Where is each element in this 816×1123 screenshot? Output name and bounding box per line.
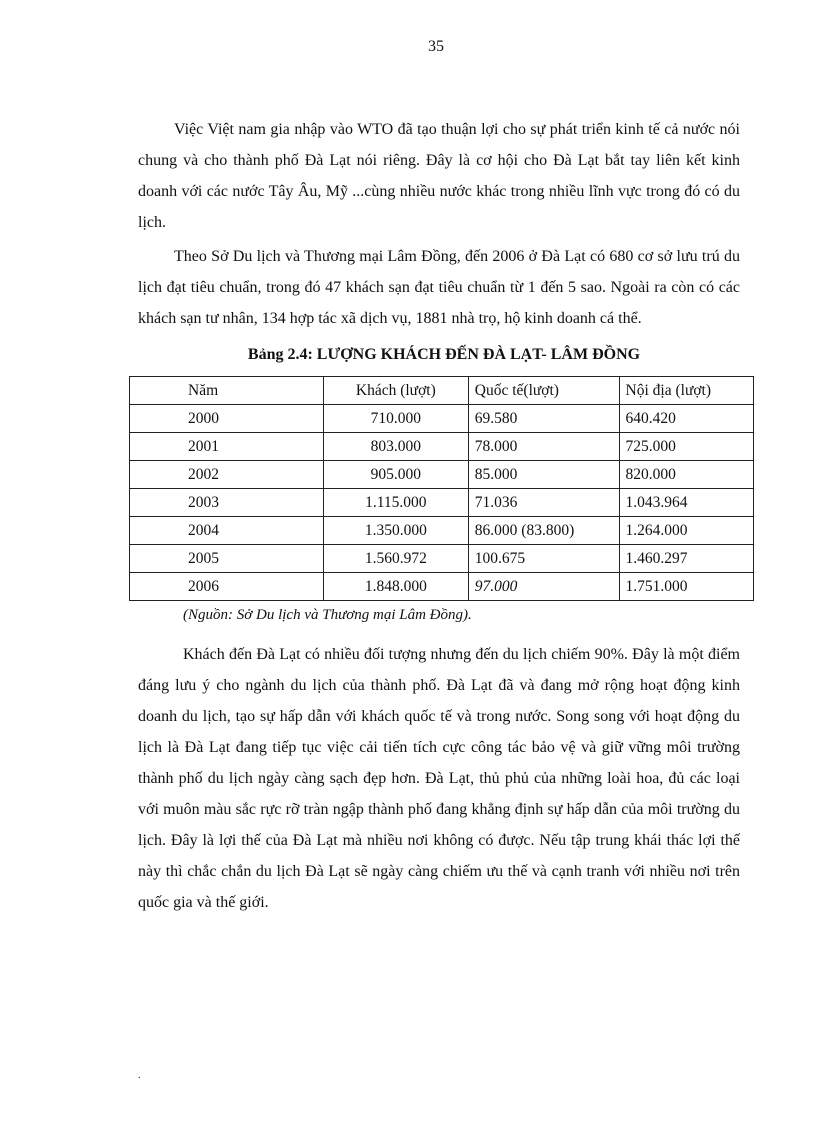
cell-domestic: 1.751.000 xyxy=(619,573,753,601)
paragraph-accommodation: Theo Sở Du lịch và Thương mại Lâm Đồng, đến 2006 ở Đà Lạt có 680 cơ sở lưu trú du lịch đạt tiêu chuẩn, trong đó 47 khách sạn đạt tiêu chuẩn từ 1 đến 5 sao. Ngoài ra còn có các khách sạn tư nhân, 134 hợp tác xã dịch vụ, 1881 nhà trọ, hộ kinh doanh cá thể. xyxy=(138,248,740,327)
header-total: Khách (lượt) xyxy=(323,377,468,405)
cell-domestic: 1.460.297 xyxy=(619,545,753,573)
cell-international-italic: 97.000 xyxy=(474,577,518,595)
cell-total: 1.848.000 xyxy=(323,573,468,601)
table-header-row xyxy=(130,377,754,405)
cell-year: 2001 xyxy=(130,433,324,461)
cell-domestic: 1.043.964 xyxy=(619,489,753,517)
cell-year: 2002 xyxy=(130,461,324,489)
cell-total: 905.000 xyxy=(323,461,468,489)
cell-international: 85.000 xyxy=(468,461,619,489)
cell-international: 69.580 xyxy=(468,405,619,433)
paragraph-visitors: Khách đến Đà Lạt có nhiều đối tượng nhưng đến du lịch chiếm 90%. Đây là một điểm đáng lưu ý cho ngành du lịch của thành phố. Đà Lạt đã và đang mở rộng hoạt động kinh doanh du lịch, tạo sự hấp dẫn với khách quốc tế và trong nước. Song song với hoạt động du lịch là Đà Lạt đang tiếp tục việc cải tiến tích cực công tác bảo vệ và giữ vững môi trường thành phố du lịch ngày càng sạch đẹp hơn. Đà Lạt, thủ phủ của những loài hoa, đủ các loại với muôn màu sắc rực rỡ tràn ngập thành phố đang khẳng định sự hấp dẫn của môi trường du lịch. Đây là lợi thế của Đà Lạt mà nhiều nơi không có được. Nếu tập trung khái thác lợi thế này thì chắc chắn du lịch Đà Lạt sẽ ngày càng chiếm ưu thế và cạnh tranh với nhiều nơi trên quốc gia và thế giới. xyxy=(138,646,740,911)
table-caption: Bảng 2.4: LƯỢNG KHÁCH ĐẾN ĐÀ LẠT- LÂM ĐỒNG xyxy=(247,346,641,363)
cell-year: 2003 xyxy=(130,489,324,517)
cell-international: 86.000 (83.800) xyxy=(468,517,619,545)
cell-domestic: 725.000 xyxy=(619,433,753,461)
page-number: 35 xyxy=(428,38,444,55)
visitor-table xyxy=(129,376,754,601)
page-body xyxy=(138,114,740,918)
cell-year: 2005 xyxy=(130,545,324,573)
table-row xyxy=(130,545,754,573)
cell-domestic: 1.264.000 xyxy=(619,517,753,545)
header-year: Năm xyxy=(130,377,324,405)
table-row xyxy=(130,433,754,461)
cell-total: 1.115.000 xyxy=(323,489,468,517)
cell-total: 1.560.972 xyxy=(323,545,468,573)
cell-international: 71.036 xyxy=(468,489,619,517)
paragraph-wto: Việc Việt nam gia nhập vào WTO đã tạo thuận lợi cho sự phát triển kinh tế cả nước nói chung và cho thành phố Đà Lạt nói riêng. Đây là cơ hội cho Đà Lạt bắt tay liên kết kinh doanh với các nước Tây Âu, Mỹ ...cùng nhiều nước khác trong nhiều lĩnh vực trong đó có du lịch. xyxy=(138,121,740,231)
header-international: Quốc tế(lượt) xyxy=(468,377,619,405)
table-source: (Nguồn: Sở Du lịch và Thương mại Lâm Đồng). xyxy=(183,607,472,623)
table-row xyxy=(130,573,754,601)
cell-domestic: 640.420 xyxy=(619,405,753,433)
table-row xyxy=(130,517,754,545)
table-row xyxy=(130,405,754,433)
cell-total: 1.350.000 xyxy=(323,517,468,545)
cell-domestic: 820.000 xyxy=(619,461,753,489)
cell-year: 2000 xyxy=(130,405,324,433)
cell-total: 710.000 xyxy=(323,405,468,433)
cell-international xyxy=(468,573,619,601)
cell-year: 2004 xyxy=(130,517,324,545)
cell-international: 100.675 xyxy=(468,545,619,573)
cell-international: 78.000 xyxy=(468,433,619,461)
footer-mark: . xyxy=(138,1070,141,1081)
header-domestic: Nội địa (lượt) xyxy=(619,377,753,405)
cell-total: 803.000 xyxy=(323,433,468,461)
table-row xyxy=(130,489,754,517)
table-row xyxy=(130,461,754,489)
cell-year: 2006 xyxy=(130,573,324,601)
